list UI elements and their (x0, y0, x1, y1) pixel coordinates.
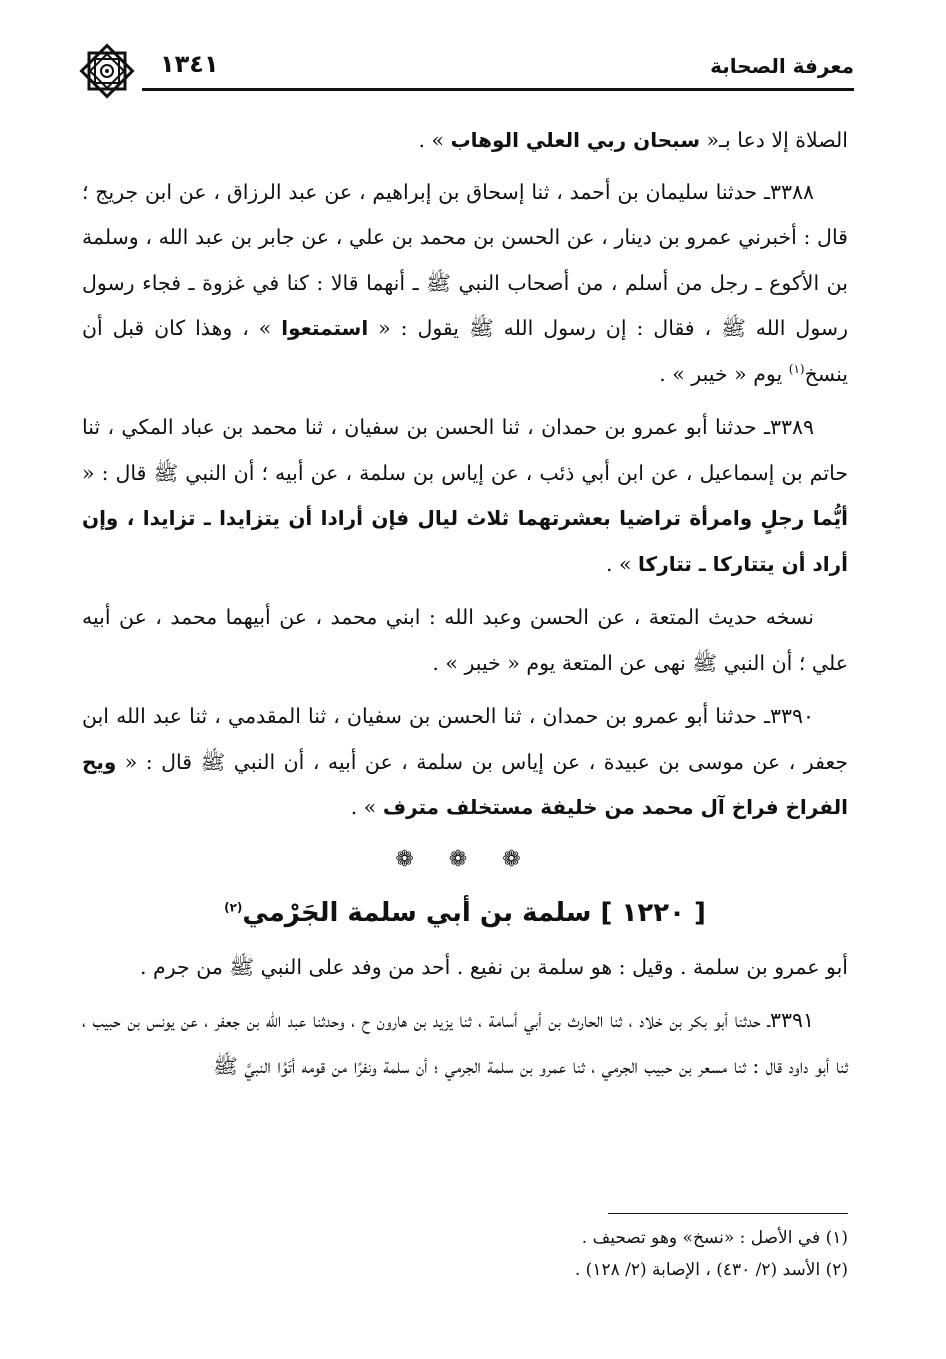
footnote-1: (١) في الأصل : «نسخ» وهو تصحيف . (581, 1228, 848, 1248)
hadith-text: سبحان ربي العلي الوهاب (450, 128, 700, 152)
footnote-ref: (١) (788, 361, 805, 376)
footnote-2: (٢) الأسد (٢/ ٤٣٠) ، الإصابة (٢/ ١٢٨) . (574, 1260, 848, 1280)
page-header (78, 40, 854, 98)
commentary-paragraph (82, 595, 848, 686)
octagram-ornament-icon (78, 42, 136, 100)
footnotes (300, 1222, 848, 1286)
footnote-rule (608, 1213, 848, 1214)
section-separator: ❁ ❁ ❁ (395, 846, 535, 872)
text-span: نسخه حديث المتعة ، عن الحسن وعبد الله : ابني محمد ، عن أبيهما محمد ، عن أبيه علي ؛ أن النبي ﷺ نهى عن المتعة يوم « خيبر » . (82, 605, 848, 675)
text-span: » . (350, 795, 383, 819)
text-span: » . (418, 128, 451, 152)
text-span: ٣٣٩١ـ حدثنا أبو بكر بن خلاد ، ثنا الحارث بن أبي أسامة ، ثنا يزيد بن هارون ح ، وحدثنا عبد الله بن جعفر ، عن يونس بن حبيب ، ثنا أبو داود قال : ثنا مسعر بن حبيب الجرمي ، ثنا عمرو بن سلمة الجرمي ؛ أن سلمة ونفرًا من قومه أتَوُا النبيَّ ﷺ (82, 1008, 848, 1078)
hadith-3389 (82, 405, 848, 587)
text-span: ٣٣٨٩ـ حدثنا أبو عمرو بن حمدان ، ثنا الحسن بن سفيان ، ثنا محمد بن عباد المكي ، ثنا حاتم بن إسماعيل ، عن ابن أبي ذئب ، عن إياس بن سلمة ، عن أبيه ؛ أن النبي ﷺ قال : « (82, 415, 848, 485)
paragraph-continuation (82, 118, 848, 164)
hadith-text: استمتعوا (281, 316, 369, 340)
running-title: معرفة الصحابة (710, 54, 854, 78)
text-span: » ، وهذا كان قبل أن ينسخ (82, 316, 848, 386)
hadith-text: ويح الفراخ فراخ آل محمد من خليفة مستخلف مترف (82, 749, 848, 819)
footnote-ref: (٢) (224, 899, 243, 914)
hadith-3390 (82, 694, 848, 831)
section-heading (82, 885, 848, 941)
text-span: » . (605, 551, 639, 576)
text-span: الصلاة إلا دعا بـ« (699, 128, 848, 152)
text-span: ٣٣٨٨ـ حدثنا سليمان بن أحمد ، ثنا إسحاق بن إبراهيم ، عن عبد الرزاق ، عن ابن جريج ؛ قال : أخبرني عمرو بن دينار ، عن الحسن بن محمد بن علي ، عن جابر بن عبد الله ، وسلمة بن الأكوع ـ رجل من أسلم ، من أصحاب النبي ﷺ ـ أنهما قالا : كنا في غزوة ـ فجاء رسول رسول الله ﷺ ، فقال : إن رسول الله ﷺ يقول : « (82, 179, 848, 340)
hadith-3388 (82, 170, 848, 398)
main-text (82, 118, 848, 1097)
hadith-text: أيُّما رجلٍ وامرأة تراضيا بعشرتهما ثلاث ليال فإن أرادا أن يتزايدا ـ تزايدا ، وإن أراد أن يتتاركا ـ تتاركا (82, 506, 848, 576)
text-span: يوم « خيبر » . (659, 361, 789, 386)
text-span: ٣٣٩٠ـ حدثنا أبو عمرو بن حمدان ، ثنا الحسن بن سفيان ، ثنا المقدمي ، ثنا عبد الله ابن جعفر ، عن موسى بن عبيدة ، عن إياس بن سلمة ، عن أبيه ، أن النبي ﷺ قال : « (82, 704, 848, 774)
biography-paragraph (82, 945, 848, 991)
hadith-3391 (82, 998, 848, 1089)
page-number: ١٣٤١ (160, 50, 219, 78)
header-rule (142, 88, 854, 91)
text-span: أبو عمرو بن سلمة . وقيل : هو سلمة بن نفيع . أحد من وفد على النبي ﷺ من جرم . (140, 954, 848, 979)
section-heading-text: [ ١٢٢٠ ] سلمة بن أبي سلمة الجَرْمي (242, 897, 706, 928)
